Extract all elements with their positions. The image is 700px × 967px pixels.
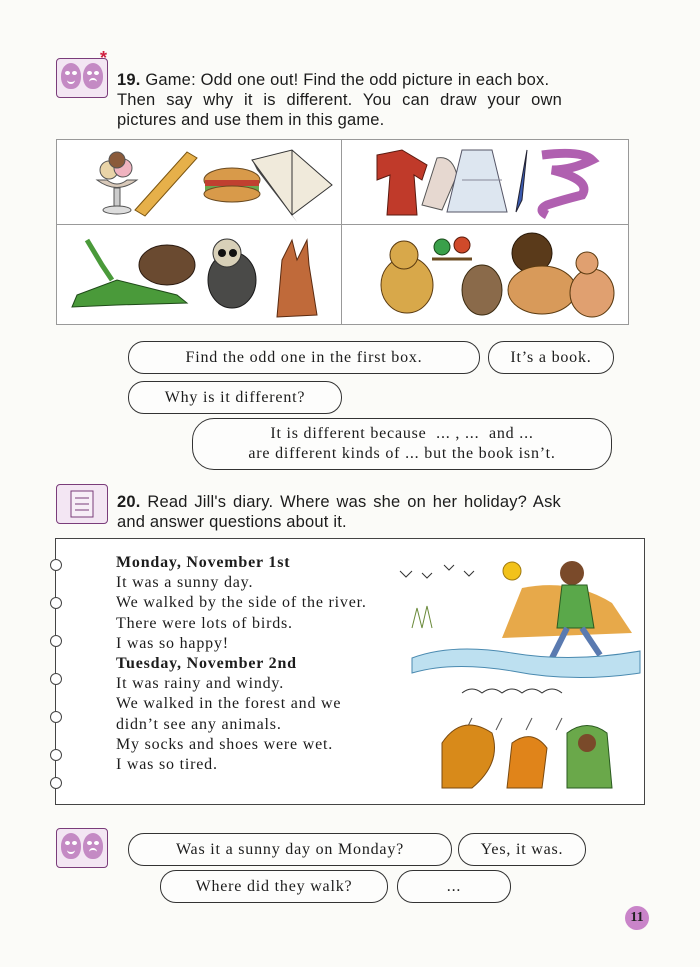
bubble-text: Where did they walk? xyxy=(195,877,353,895)
diary-line: We walked in the forest and we xyxy=(116,695,342,713)
instruction-line: and answer questions about it. xyxy=(117,513,347,531)
speech-bubble xyxy=(160,870,388,903)
bubble-text: ... xyxy=(446,877,462,895)
diary-entries xyxy=(116,553,367,775)
speech-bubble xyxy=(128,833,452,866)
animals-illustration-2 xyxy=(342,225,628,324)
diary-line: I was so tired. xyxy=(116,756,218,774)
diary-date: Monday, November 1st xyxy=(116,554,291,571)
picture-box-1 xyxy=(57,140,342,225)
odd-one-out-grid xyxy=(56,139,629,325)
page-number: 11 xyxy=(625,906,649,930)
binder-ring xyxy=(50,777,62,789)
exercise-number: 19. xyxy=(117,71,141,89)
diary-line: We walked by the side of the river. xyxy=(116,594,367,612)
diary-illustration xyxy=(372,543,642,798)
picture-box-3 xyxy=(57,225,342,324)
instruction-line: pictures and use them in this game. xyxy=(117,111,385,129)
clothes-and-pencil-illustration xyxy=(342,140,628,224)
picture-box-2 xyxy=(342,140,628,225)
diary-line: My socks and shoes were wet. xyxy=(116,735,334,753)
binder-ring xyxy=(50,749,62,761)
exercise-19-instructions xyxy=(117,70,637,130)
bubble-text: Why is it different? xyxy=(164,388,306,406)
bubble-text: Yes, it was. xyxy=(480,840,564,858)
diary-date: Tuesday, November 2nd xyxy=(116,655,297,673)
animals-illustration-1 xyxy=(57,225,341,324)
binder-ring xyxy=(50,635,62,647)
instruction-line: Game: Odd one out! Find the odd picture in each box. xyxy=(140,71,550,89)
theatre-masks-icon xyxy=(56,828,108,868)
food-and-book-illustration xyxy=(57,140,341,224)
picture-box-4 xyxy=(342,225,628,324)
speech-bubble xyxy=(488,341,614,374)
diary-page xyxy=(55,538,645,805)
bubble-text: Was it a sunny day on Monday? xyxy=(175,840,405,858)
diary-line: It was a sunny day. xyxy=(116,574,254,592)
exercise-number: 20. xyxy=(117,493,141,511)
binder-ring xyxy=(50,597,62,609)
diary-line: It was rainy and windy. xyxy=(116,675,284,693)
instruction-line: Read Jill's diary. Where was she on her holiday? Ask xyxy=(140,493,562,511)
bubble-text: are different kinds of ... but the book isn’t. xyxy=(248,445,556,462)
instruction-line: Then say why it is different. You can draw your own xyxy=(117,91,563,109)
binder-ring xyxy=(50,711,62,723)
bubble-text: It is different because ... , ... and ... xyxy=(270,425,534,442)
binder-ring xyxy=(50,559,62,571)
speech-bubble xyxy=(128,341,480,374)
bubble-text: It’s a book. xyxy=(510,348,592,366)
diary-line: I was so happy! xyxy=(116,634,229,652)
diary-line: didn’t see any animals. xyxy=(116,715,282,733)
speech-bubble xyxy=(458,833,586,866)
speech-bubble xyxy=(192,418,612,470)
binder-ring xyxy=(50,673,62,685)
diary-line: There were lots of birds. xyxy=(116,614,293,632)
star-icon: * xyxy=(100,48,108,68)
speech-bubble xyxy=(128,381,342,414)
speech-bubble xyxy=(397,870,511,903)
exercise-20-instructions xyxy=(117,492,637,532)
bubble-text: Find the odd one in the first box. xyxy=(185,348,423,366)
notebook-icon xyxy=(56,484,108,524)
